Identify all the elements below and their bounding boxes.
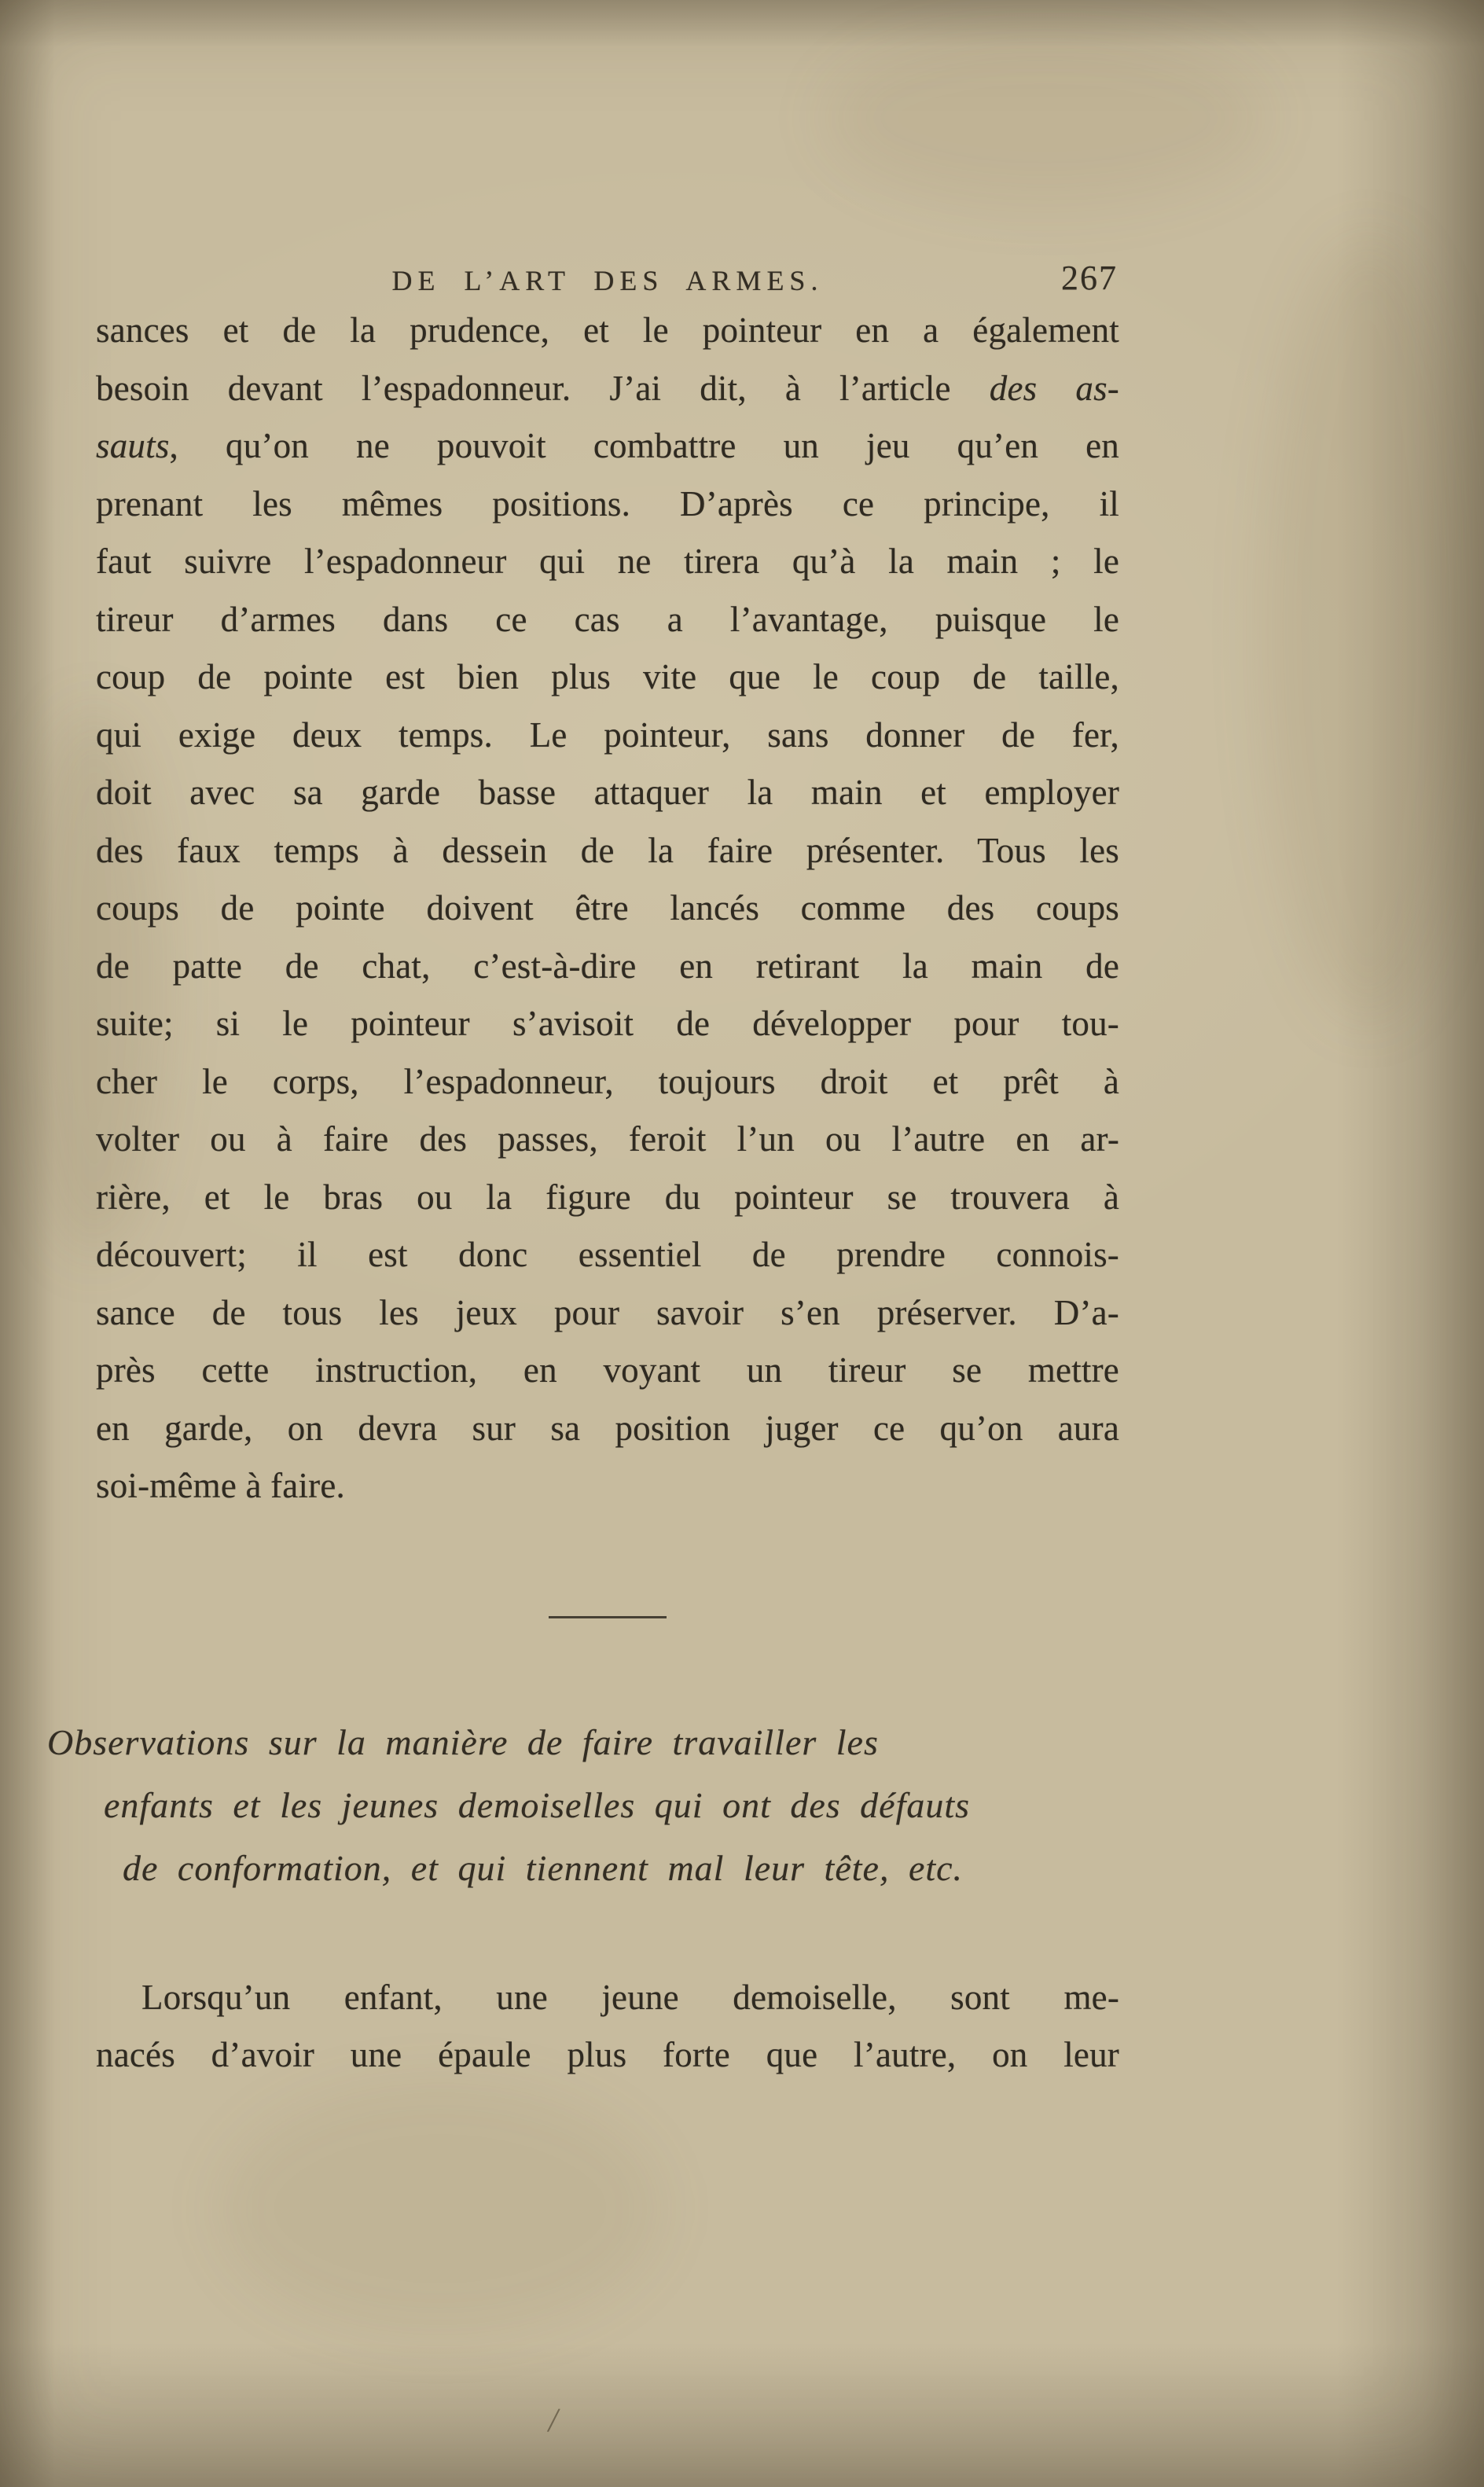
text-line (96, 1053, 1119, 1111)
text-line (96, 1169, 1119, 1227)
text-segment: coups de pointe doivent être lancés comme des coups (96, 888, 1119, 928)
running-title: DE L’ART DES ARMES. (391, 265, 824, 296)
text-segment: coup de pointe est bien plus vite que le coup de taille, (96, 657, 1119, 696)
text-line (96, 764, 1119, 822)
section-heading (47, 1711, 1119, 1900)
text-line (96, 2026, 1119, 2085)
text-segment: qui exige deux temps. Le pointeur, sans donner de fer, (96, 715, 1119, 755)
text-line (96, 591, 1119, 649)
text-segment: doit avec sa garde basse attaquer la main et employer (96, 773, 1119, 812)
text-line (47, 1711, 1119, 1774)
text-line (96, 533, 1119, 591)
text-line (96, 302, 1119, 360)
text-line (96, 1969, 1119, 2027)
closing-paragraph (96, 1969, 1119, 2085)
text-segment: de conformation, et qui tiennent mal leur tête, etc. (123, 1847, 964, 1888)
text-segment: sance de tous les jeux pour savoir s’en préserver. D’a- (96, 1292, 1119, 1332)
text-segment: Observations sur la manière de faire travailler les (47, 1721, 879, 1762)
text-line (96, 1111, 1119, 1169)
text-segment: de patte de chat, c’est-à-dire en retirant la main de (96, 946, 1119, 986)
text-line (96, 1284, 1119, 1343)
text-block (47, 302, 1119, 2085)
text-line (96, 880, 1119, 938)
text-segment: prenant les mêmes positions. D’après ce principe, il (96, 483, 1119, 523)
text-line (96, 1457, 1119, 1515)
text-segment: rière, et le bras ou la figure du pointeur se trouvera à (96, 1177, 1119, 1217)
text-line (96, 476, 1119, 534)
text-segment: en garde, on devra sur sa position juger ce qu’on aura (96, 1408, 1119, 1448)
text-line (104, 1774, 1119, 1837)
text-segment: besoin devant l’espadonneur. J’ai dit, à l’article (96, 368, 990, 408)
section-separator (549, 1616, 667, 1618)
scan-artifact-mark: / (545, 2399, 562, 2441)
text-segment: Lorsqu’un enfant, une jeune demoiselle, sont me- (141, 1977, 1119, 2017)
text-line (96, 995, 1119, 1053)
text-segment: volter ou à faire des passes, feroit l’un ou l’autre en ar- (96, 1119, 1119, 1159)
text-segment: suite; si le pointeur s’avisoit de développer pour tou- (96, 1004, 1119, 1043)
italic-text-segment: sauts (96, 426, 170, 465)
text-line (96, 1400, 1119, 1458)
text-segment: des faux temps à dessein de la faire présenter. Tous les (96, 830, 1119, 870)
text-segment: enfants et les jeunes demoiselles qui ont des défauts (104, 1784, 971, 1825)
text-line (96, 822, 1119, 880)
text-line (123, 1837, 1119, 1900)
text-segment: découvert; il est donc essentiel de prendre connois- (96, 1235, 1119, 1274)
text-segment: tireur d’armes dans ce cas a l’avantage, puisque le (96, 599, 1119, 639)
text-line (96, 360, 1119, 418)
paper-stain (220, 2083, 660, 2335)
text-segment: sances et de la prudence, et le pointeur en a également (96, 310, 1119, 350)
text-segment: cher le corps, l’espadonneur, toujours droit et prêt à (96, 1061, 1119, 1101)
text-segment: soi-même à faire. (96, 1466, 345, 1505)
text-line (96, 938, 1119, 996)
page-number: 267 (1061, 259, 1118, 297)
text-segment: près cette instruction, en voyant un tireur se mettre (96, 1350, 1119, 1390)
italic-text-segment: des as- (989, 368, 1119, 408)
text-line (96, 1226, 1119, 1284)
text-line (96, 707, 1119, 765)
body-paragraph (96, 302, 1119, 1515)
text-segment: faut suivre l’espadonneur qui ne tirera qu’à la main ; le (96, 542, 1119, 581)
text-segment: nacés d’avoir une épaule plus forte que l’autre, on leur (96, 2035, 1119, 2074)
paper-stain (1265, 236, 1470, 1022)
text-line (96, 417, 1119, 476)
text-segment: , qu’on ne pouvoit combattre un jeu qu’en en (169, 426, 1119, 465)
text-line (96, 1342, 1119, 1400)
paper-stain (825, 31, 1265, 204)
text-line (96, 648, 1119, 707)
